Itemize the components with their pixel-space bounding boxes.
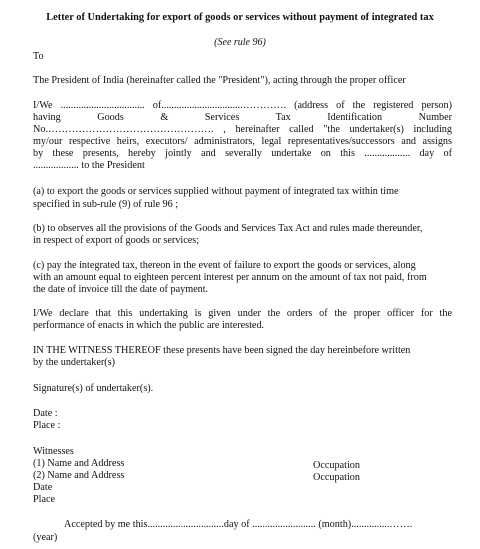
witness-2-occupation: Occupation [313, 472, 360, 483]
declaration-line-1: I/We declare that this undertaking is given under the orders of the proper officer for the [33, 308, 452, 319]
intro-line-5: by these presents, hereby jointly and severally undertake on this .................. day of [33, 148, 452, 159]
intro-line-3: No.…………………………………………. , hereinafter called "the undertaker(s) including [33, 124, 452, 135]
to-label: To [33, 51, 44, 62]
document-title: Letter of Undertaking for export of goods or services without payment of integrated tax [46, 12, 434, 23]
witness-clause-line-2: by the undertaker(s) [33, 357, 116, 368]
intro-line-4: my/our respective heirs, executors/ administrators, legal representatives/successors and assigns [33, 136, 452, 147]
signature-label: Signature(s) of undertaker(s). [33, 383, 154, 394]
declaration-line-2: performance of enacts in which the public are interested. [33, 320, 265, 331]
witnesses-heading: Witnesses [33, 446, 74, 457]
rule-reference: (See rule 96) [214, 37, 266, 48]
witness-1-name: (1) Name and Address [33, 458, 125, 469]
addressee-line: The President of India (hereinafter called the "President"), acting through the proper officer [33, 75, 406, 86]
clause-c-line-1: (c) pay the integrated tax, thereon in the event of failure to export the goods or services, along [33, 260, 416, 271]
clause-c-line-2: with an amount equal to eighteen percent interest per annum on the amount of tax not paid, from [33, 272, 427, 283]
witness-place-label: Place [33, 494, 56, 505]
place-label: Place : [33, 420, 61, 431]
date-label: Date : [33, 408, 58, 419]
acceptance-line: Accepted by me this..............................day of ......................... (month)...............……. [64, 519, 413, 530]
clause-a-line-2: specified in sub-rule (9) of rule 96 ; [33, 199, 179, 210]
clause-c-line-3: the date of invoice till the date of payment. [33, 284, 209, 295]
witness-clause-line-1: IN THE WITNESS THEREOF these presents have been signed the day hereinbefore written [33, 345, 411, 356]
intro-line-2: having Goods & Services Tax Identification Number [33, 112, 452, 123]
intro-line-6: .................. to the President [33, 160, 145, 171]
clause-a-line-1: (a) to export the goods or services supplied without payment of integrated tax within time [33, 186, 399, 197]
clause-b-line-1: (b) to observes all the provisions of the Goods and Services Tax Act and rules made thereunder, [33, 223, 423, 234]
witness-2-name: (2) Name and Address [33, 470, 125, 481]
clause-b-line-2: in respect of export of goods or services; [33, 235, 200, 246]
witness-date-label: Date [33, 482, 53, 493]
witness-1-occupation: Occupation [313, 460, 360, 471]
intro-line-1: I/We ................................. of................................…………. (address of the registered person) [33, 100, 452, 111]
year-label: (year) [33, 532, 58, 543]
